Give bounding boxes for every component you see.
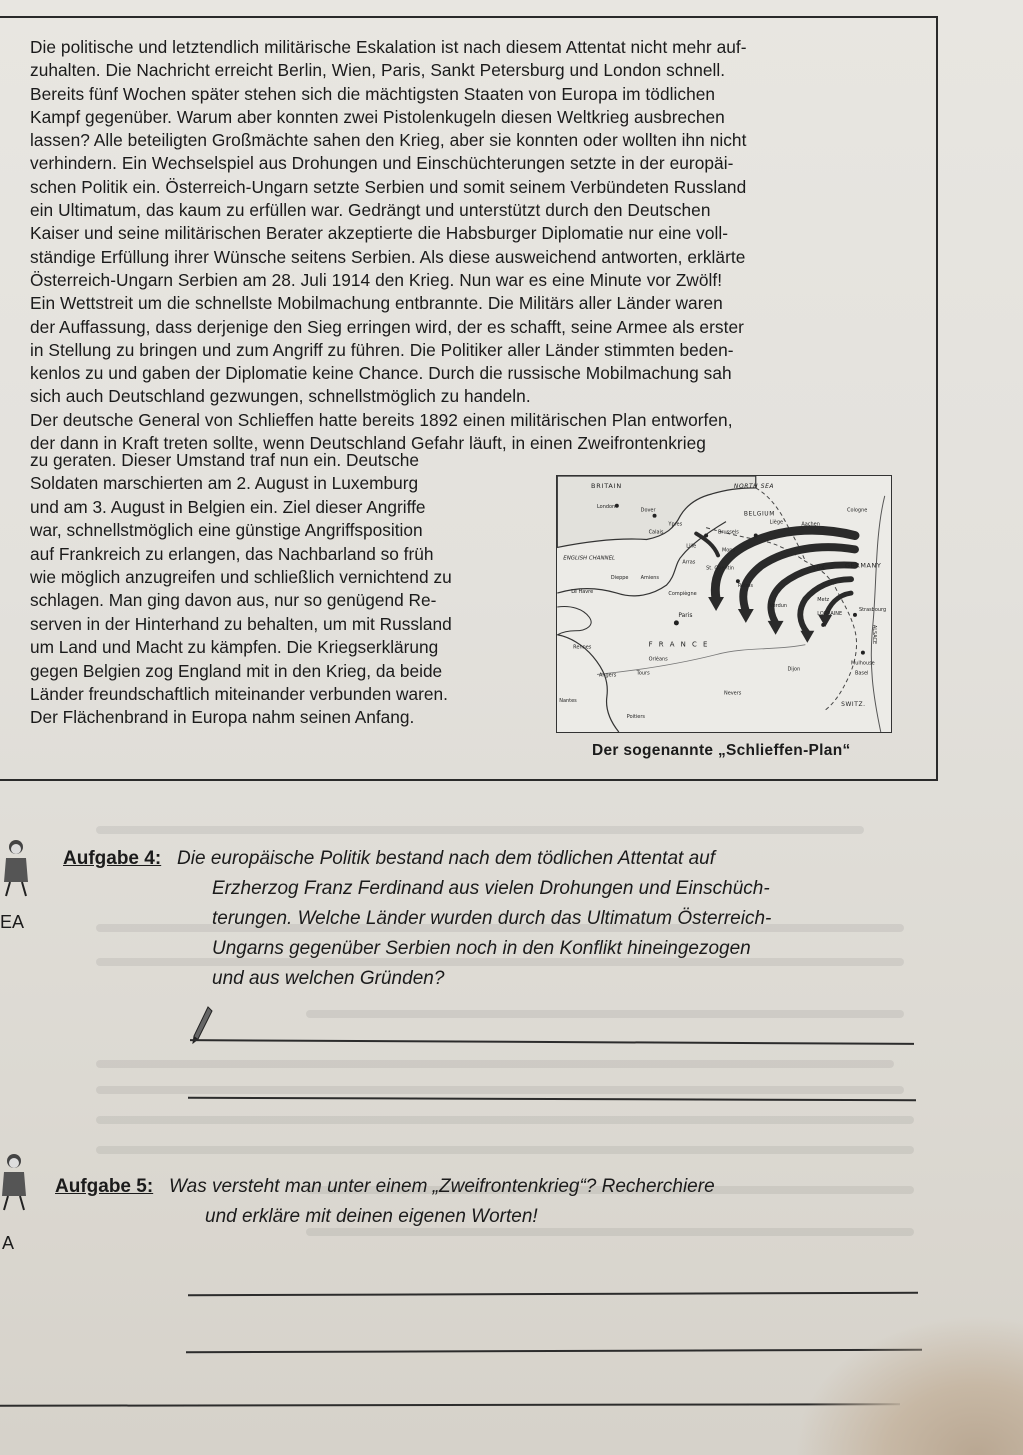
text-line: Österreich-Ungarn Serbien am 28. Juli 1914 den Krieg. Nun war es eine Minute vor Zwölf!: [30, 269, 723, 290]
task4-question-line: und aus welchen Gründen?: [212, 968, 445, 989]
text-line: Kampf gegenüber. Warum aber konnten zwei Pistolenkugeln diesen Weltkrieg ausbrechen: [30, 106, 725, 127]
label-ypres: Ypres: [668, 521, 683, 528]
attack-arrows: [696, 530, 855, 633]
task5-answer-line[interactable]: [188, 1292, 918, 1296]
label-nantes: Nantes: [559, 698, 577, 705]
coastline: [557, 476, 755, 550]
label-poitiers: Poitiers: [626, 714, 645, 721]
text-line: der Auffassung, dass derjenige den Sieg erringen wird, der es schafft, seine Armee als erster: [30, 316, 744, 337]
task5: [55, 1172, 935, 1232]
student-figure-icon: [0, 838, 30, 898]
task5-answer-line[interactable]: [0, 1403, 900, 1406]
label-st-quentin: St. Quentin: [706, 565, 735, 572]
label-channel: ENGLISH CHANNEL: [563, 555, 616, 562]
label-angers: Angers: [598, 672, 617, 679]
task4-tag: EA: [0, 912, 25, 932]
label-dieppe: Dieppe: [610, 575, 629, 582]
label-cologne: Cologne: [847, 507, 868, 514]
task4-question-line: Die europäische Politik bestand nach dem tödlichen Attentat auf: [177, 848, 715, 869]
task5-question-line: Was versteht man unter einem „Zweifrontenkrieg“? Recherchiere: [169, 1176, 715, 1197]
label-dover: Dover: [640, 507, 656, 514]
task4-question-line: terungen. Welche Länder wurden durch das Ultimatum Österreich-: [212, 908, 772, 929]
label-dijon: Dijon: [787, 666, 801, 673]
label-rennes: Rennes: [573, 644, 592, 651]
task5-first-row: [55, 1172, 935, 1202]
text-line: ein Ultimatum, das kaum zu erfüllen war. Gedrängt und unterstützt durch den Deutschen: [30, 200, 711, 221]
label-tours: Tours: [636, 670, 650, 677]
label-germany: GERMANY: [845, 561, 882, 570]
label-mons: Mons: [722, 547, 736, 554]
label-arras: Arras: [682, 559, 696, 566]
text-line: serven in der Hinterhand zu behalten, um mit Russland: [30, 613, 452, 634]
text-line: wie möglich anzugreifen und schließlich vernichtend zu: [30, 567, 452, 588]
text-line: zuhalten. Die Nachricht erreicht Berlin, Wien, Paris, Sankt Petersburg und London schnell.: [30, 60, 726, 81]
label-metz: Metz: [817, 597, 830, 604]
narrow-text: [30, 449, 550, 730]
text-line: verhindern. Ein Wechselspiel aus Drohungen und Einschüchterungen setzte in der europäi-: [30, 153, 734, 174]
text-line: gegen Belgien zog England mit in den Krieg, da beide: [30, 660, 443, 681]
text-line: war, schnellstmöglich eine günstige Angriffsposition: [30, 520, 423, 541]
task4-label: Aufgabe 4:: [63, 848, 162, 869]
schlieffen-map: [556, 475, 892, 733]
text-line: sich auch Deutschland gezwungen, schnellstmöglich zu handeln.: [30, 386, 531, 407]
label-nevers: Nevers: [724, 690, 742, 697]
label-france: F R A N C E: [648, 640, 710, 649]
text-line: und am 3. August in Belgien ein. Ziel dieser Angriffe: [30, 496, 426, 517]
label-basel: Basel: [854, 670, 869, 677]
task4-question-line: Ungarns gegenüber Serbien noch in den Konflikt hineingezogen: [212, 938, 751, 959]
label-brussels: Brussels: [718, 529, 739, 536]
label-orleans: Orléans: [648, 656, 668, 663]
label-le-havre: Le Havre: [571, 589, 594, 596]
student-figure-icon: [0, 1152, 30, 1212]
text-line: Länder freundschaftlich miteinander verbunden waren.: [30, 684, 448, 705]
label-compiegne: Compiègne: [668, 591, 697, 598]
label-alsace: ALSACE: [870, 624, 877, 645]
text-line: schen Politik ein. Österreich-Ungarn setzte Serbien und somit seinem Verbündeten Russland: [30, 176, 747, 197]
river: [597, 645, 805, 675]
task5-label: Aufgabe 5:: [55, 1176, 154, 1197]
label-north-sea: NORTH SEA: [733, 482, 775, 490]
text-line: Bereits fünf Wochen später stehen sich die mächtigsten Staaten von Europa im tödlichen: [30, 83, 716, 104]
text-line: um Land und Macht zu kämpfen. Die Kriegserklärung: [30, 637, 439, 658]
text-line: Der Flächenbrand in Europa nahm seinen Anfang.: [30, 707, 415, 728]
text-line: Soldaten marschierten am 2. August in Luxemburg: [30, 473, 419, 494]
main-text: [30, 36, 930, 455]
label-lille: Lille: [686, 543, 697, 550]
task5-question-line: und erkläre mit deinen eigenen Worten!: [205, 1206, 538, 1227]
label-belgium: BELGIUM: [743, 510, 775, 518]
label-lorraine: LORRAINE: [817, 610, 843, 617]
task5-tag: A: [2, 1233, 15, 1253]
map-svg: [557, 476, 891, 732]
text-line: Kaiser und seine militärischen Berater akzeptierte die Habsburger Diplomatie nur eine voll-: [30, 223, 729, 244]
label-strasbourg: Strasbourg: [858, 606, 887, 613]
text-line: zu geraten. Dieser Umstand traf nun ein. Deutsche: [30, 450, 420, 470]
student-icon: [0, 1152, 30, 1212]
brittany-coast: [557, 606, 591, 634]
label-amiens: Amiens: [640, 575, 660, 582]
text-line: Die politische und letztendlich militärische Eskalation ist nach diesem Attentat nicht mehr auf-: [30, 37, 747, 57]
task4-question-line: Erzherzog Franz Ferdinand aus vielen Drohungen und Einschüch-: [212, 878, 770, 899]
label-reims: Reims: [737, 583, 753, 590]
text-line: Der deutsche General von Schlieffen hatte bereits 1892 einen militärischen Plan entworfen,: [30, 409, 733, 430]
text-line: in Stellung zu bringen und zum Angriff zu führen. Die Politiker aller Länder stimmten beden-: [30, 339, 734, 360]
label-aachen: Aachen: [801, 521, 820, 528]
text-line: schlagen. Man ging davon aus, nur so genügend Re-: [30, 590, 437, 611]
task4-first-row: [63, 844, 923, 874]
label-verdun: Verdun: [769, 602, 788, 609]
text-line: auf Frankreich zu erlangen, das Nachbarland so früh: [30, 543, 434, 564]
text-line: kenlos zu und gaben der Diplomatie keine Chance. Durch die russische Mobilmachung sah: [30, 363, 732, 384]
label-switz: SWITZ.: [841, 701, 866, 709]
map-caption: Der sogenannte „Schlieffen-Plan“: [592, 742, 851, 759]
text-line: lassen? Alle beteiligten Großmächte sahen den Krieg, aber sie konnten oder wollten ihn nicht: [30, 130, 747, 151]
task4: [63, 844, 923, 994]
text-line: ständige Erfüllung ihrer Wünsche seitens Serbien. Als diese ausweichend antworten, erklärte: [30, 246, 746, 267]
text-line: der dann in Kraft treten sollte, wenn Deutschland Gefahr läuft, in einen Zweifrontenkrieg: [30, 433, 706, 454]
text-line: Ein Wettstreit um die schnellste Mobilmachung entbrannte. Die Militärs aller Länder waren: [30, 293, 723, 314]
label-paris: Paris: [678, 611, 693, 619]
river: [871, 496, 884, 732]
label-mulhouse: Mulhouse: [851, 660, 875, 667]
label-lux: LUX: [813, 564, 825, 572]
label-london: London: [596, 503, 616, 510]
background-fur: [793, 1315, 1023, 1455]
label-britain: BRITAIN: [591, 481, 622, 490]
label-liege: Liège: [769, 519, 784, 526]
student-pair-icon: [0, 838, 30, 898]
label-calais: Calais: [648, 529, 664, 536]
